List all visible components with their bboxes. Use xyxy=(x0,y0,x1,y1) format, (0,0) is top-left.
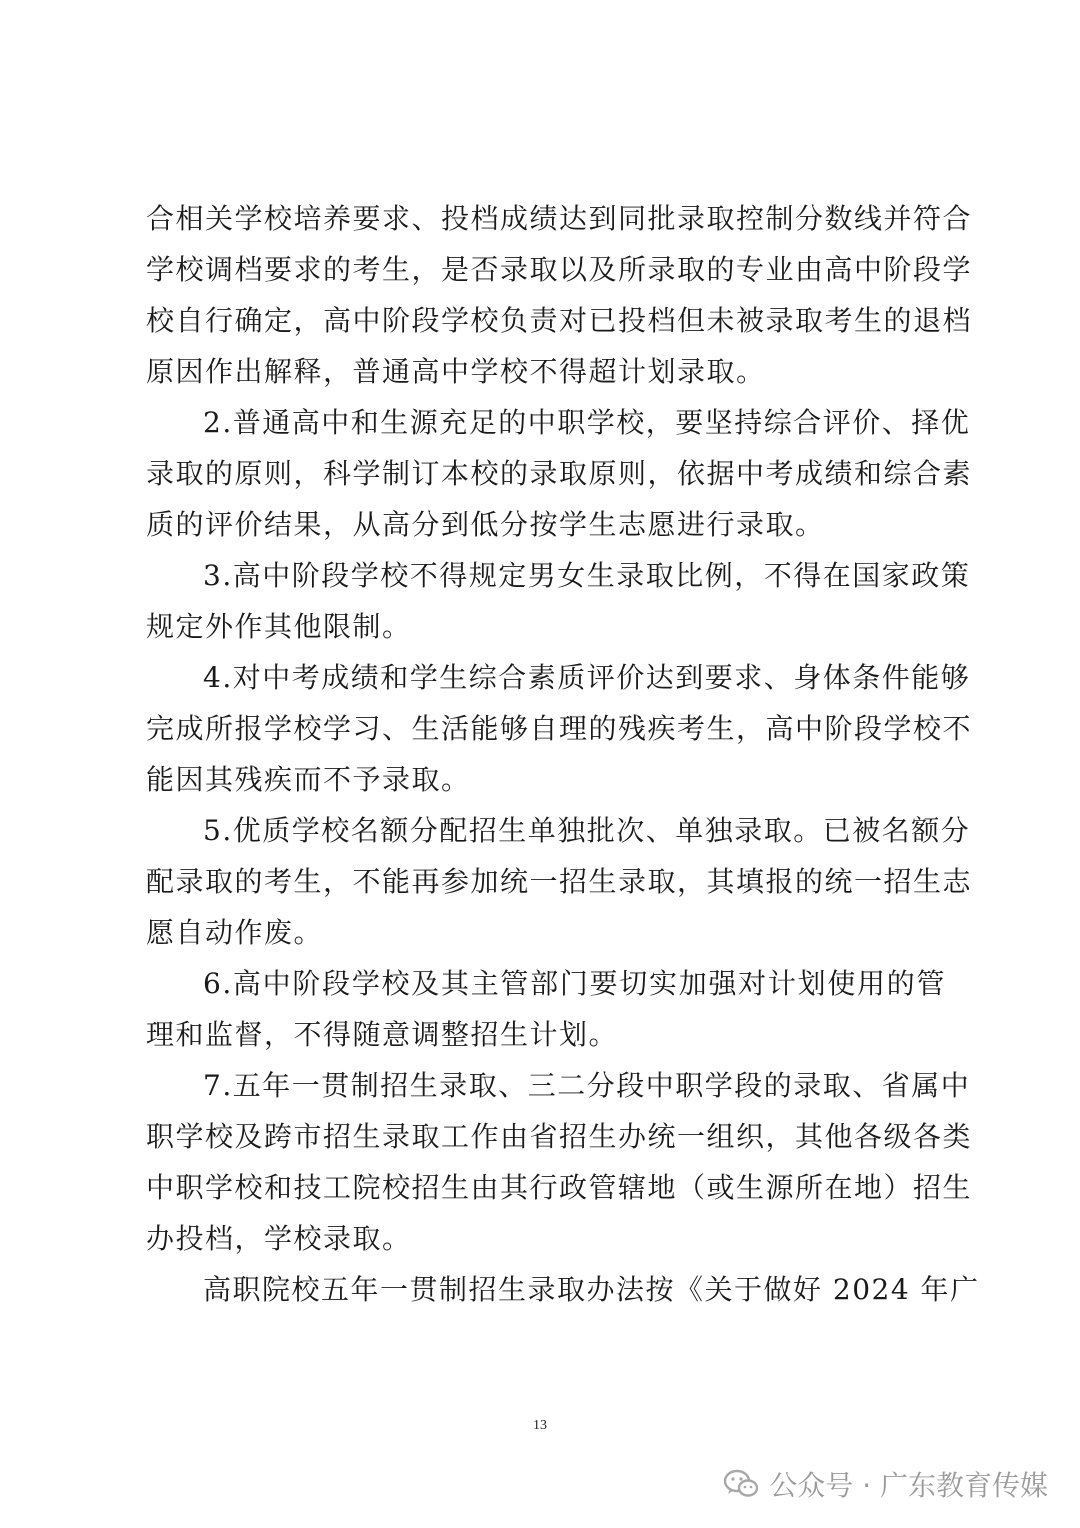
text-line: 6.高中阶段学校及其主管部门要切实加强对计划使用的管 xyxy=(203,967,946,1000)
text-line: 高职院校五年一贯制招生录取办法按《关于做好 2024 年广 xyxy=(203,1273,980,1306)
text-line: 办投档，学校录取。 xyxy=(146,1222,412,1255)
text-line: 配录取的考生，不能再参加统一招生录取，其填报的统一招生志 xyxy=(146,865,973,898)
text-line: 7.五年一贯制招生录取、三二分段中职学段的录取、省属中 xyxy=(203,1069,971,1102)
text-line: 完成所报学校学习、生活能够自理的残疾考生，高中阶段学校不 xyxy=(146,712,973,745)
text-line: 质的评价结果，从高分到低分按学生志愿进行录取。 xyxy=(146,508,825,541)
text-line: 中职学校和技工院校招生由其行政管辖地（或生源所在地）招生 xyxy=(146,1171,973,1204)
text-line: 理和监督，不得随意调整招生计划。 xyxy=(146,1018,619,1051)
text-line: 规定外作其他限制。 xyxy=(146,610,412,643)
text-line: 学校调档要求的考生，是否录取以及所录取的专业由高中阶段学 xyxy=(146,253,973,286)
text-line: 合相关学校培养要求、投档成绩达到同批录取控制分数线并符合 xyxy=(146,202,973,235)
text-line: 原因作出解释，普通高中学校不得超计划录取。 xyxy=(146,355,766,388)
body-text xyxy=(146,193,980,1315)
text-line: 录取的原则，科学制订本校的录取原则，依据中考成绩和综合素 xyxy=(146,457,973,490)
text-line: 2.普通高中和生源充足的中职学校，要坚持综合评价、择优 xyxy=(203,406,971,439)
text-line: 4.对中考成绩和学生综合素质评价达到要求、身体条件能够 xyxy=(203,661,971,694)
watermark xyxy=(723,1462,1048,1506)
watermark-text: 公众号 · 广东教育传媒 xyxy=(769,1469,1048,1502)
wechat-icon xyxy=(723,1469,759,1499)
text-line: 5.优质学校名额分配招生单独批次、单独录取。已被名额分 xyxy=(203,814,971,847)
text-line: 愿自动作废。 xyxy=(146,916,324,949)
page-number: 13 xyxy=(533,1418,547,1433)
text-line: 能因其残疾而不予录取。 xyxy=(146,763,471,796)
text-line: 职学校及跨市招生录取工作由省招生办统一组织，其他各级各类 xyxy=(146,1120,973,1153)
text-line: 3.高中阶段学校不得规定男女生录取比例，不得在国家政策 xyxy=(203,559,971,592)
text-line: 校自行确定，高中阶段学校负责对已投档但未被录取考生的退档 xyxy=(146,304,973,337)
